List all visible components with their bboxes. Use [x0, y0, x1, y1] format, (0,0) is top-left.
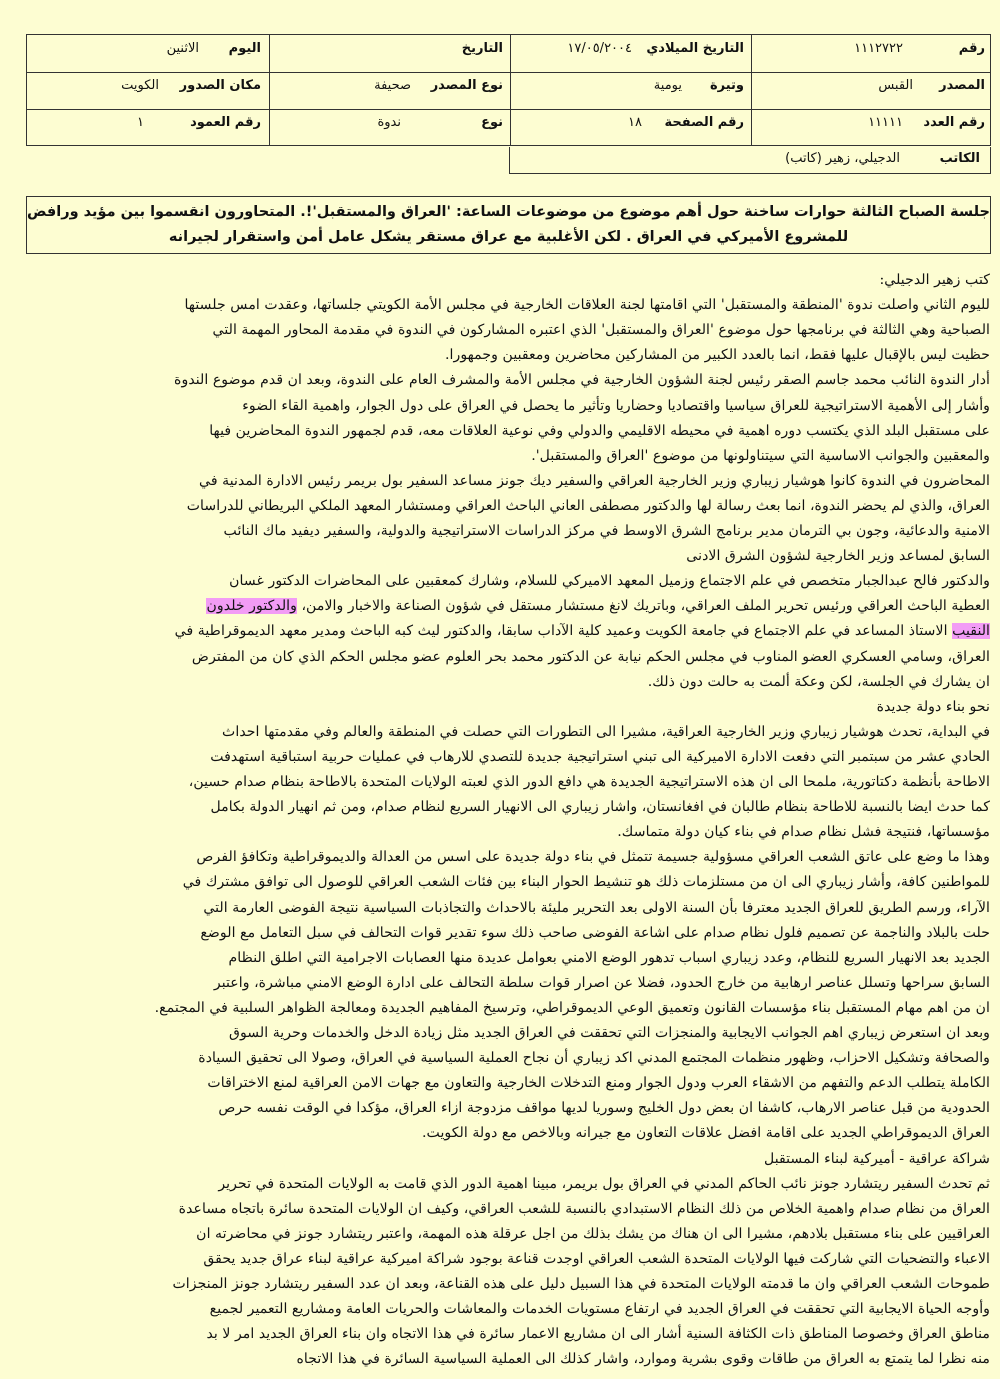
article-line: حلت بالبلاد والناجمة عن تصميم فلول نظام صدام على اشاعة الفوضى صاحب ذلك سوء تقدير قوات التحالف في سبل التعامل مع الوضع	[200, 924, 990, 941]
article-line: الاطاحة بأنظمة دكتاتورية، ملمحا الى ان هذه الاستراتيجية الجديدة هي دافع الدور الذي لعبته الولايات المتحدة بالاطاحة بنظام صدام حسين،	[188, 774, 990, 790]
article-line: الآراء، ورسم الطريق للعراق الجديد معترفا بأن السنة الاولى بعد التحرير مليئة بالاحداث والتجاذبات السياسية نتيجة الفوضى العارمة التي	[203, 899, 990, 916]
article-line: وهذا ما وضع على عاتق الشعب العراقي مسؤولية جسيمة تتمثل في بناء دولة جديدة على اسس من العدالة والديموقراطية وتكافؤ الفرص	[196, 849, 990, 866]
number-label: رقم	[958, 41, 985, 56]
issue-value: ١١١١١	[868, 115, 903, 130]
article-line: مؤسساتها، فنتيجة فشل نظام صدام في بناء كيان دولة متماسك.	[617, 824, 990, 841]
cell-place	[27, 72, 269, 109]
day-value: الاثنين	[166, 41, 199, 56]
article-line: نحو بناء دولة جديدة	[876, 698, 990, 715]
type-label: نوع	[481, 115, 503, 130]
article-line: الكاملة يتطلب الدعم والتفهم من الاشقاء العرب ودول الجوار ومنع التدخلات الخارجية والتعاون مع جهات الامن العراقية لمنع الاختراقات	[207, 1075, 990, 1092]
article-line: السابق لمساعد وزير الخارجية لشؤون الشرق الادنى	[686, 548, 990, 565]
article-line: العراق، والذي لم يحضر الندوة، انما بعث رسالة لها والدكتور مصطفى العاني الباحث العراقي ومستشار المعهد الملكي البريطاني للدراسات	[186, 497, 990, 514]
article-line: المحاضرون في الندوة كانوا هوشيار زيباري وزير الخارجية العراقي والسفير ديك جونز مساعد السفير بول بريمر رئيس الادارة المدنية في	[199, 472, 990, 489]
cell-frequency	[510, 72, 752, 109]
metadata-row-3	[27, 109, 990, 145]
article-line	[0, 598, 990, 614]
gregorian-date-value: ١٧/٠٥/٢٠٠٤	[567, 41, 632, 56]
article-line: للمواطنين كافة، وأشار زيباري الى ان من مستلزمات ذلك هو تنشيط الحوار البناء بين فئات الشعب العراقي للوصول الى توافق مشترك في	[182, 874, 990, 891]
article-line: السابق سراحها وتسلل عناصر ارهابية من خارج الحدود، فضلا عن اصرار قوات سلطة التحالف على ادارة الوضع الامني مباشرة، واعتبر	[213, 974, 990, 991]
article-line: الصباحية وهي الثالثة في برنامجها حول موضوع 'العراق والمستقبل' الذي اعتبره المشاركون في الندوة في مقدمة المحاور المهمة التي	[212, 322, 990, 339]
article-line: العراقيين على بناء مستقبل بلادهم، مشيرا الى ان هناك من يشك بذلك من اجل عرقلة هذه المهمة، واعتبر ريتشارد جونز في محاضرته ان	[196, 1225, 990, 1242]
cell-issue	[751, 109, 993, 145]
article-line: لليوم الثاني واصلت ندوة 'المنطقة والمستقبل' التي اقامتها لجنة العلاقات الخارجية في مجلس الأمة الكويتي جلساتها، وعقدت امس جلستها	[184, 297, 990, 314]
article-line: وأشار إلى الأهمية الاستراتيجية للعراق سياسيا واقتصاديا وحضاريا وتأثير ما يحصل في العراق على دول الجوار، واهمية القاء الضوء	[242, 397, 990, 414]
article-line: في البداية، تحدث هوشيار زيباري وزير الخارجية العراقية، مشيرا الى التطورات التي حصلت في المنطقة والعالم وفي مقدمتها احداث	[222, 723, 990, 740]
source-type-value: صحيفة	[374, 78, 411, 93]
article-line: والمعقبين والجوانب الاساسية التي سيتناولونها من موضوع 'العراق والمستقبل'.	[531, 447, 990, 464]
source-value: القبس	[878, 78, 913, 93]
cell-page	[510, 109, 752, 145]
source-label: المصدر	[939, 78, 985, 93]
cell-source-type	[269, 72, 511, 109]
article-line: طموحات الشعب العراقي وان ما قدمته الولايات المتحدة في هذا السبيل دليل على هذه القناعة، وبعد ان عدد السفير ريتشارد جونز المنجزات	[172, 1276, 990, 1292]
frequency-value: يومية	[653, 78, 682, 93]
article-line: الجديد بعد الانهيار السريع للنظام، وعدد زيباري اسباب تدهور الوضع الامني بعوامل عديدة منها العصابات الاجرامية التي اطلق النظام	[228, 949, 990, 966]
article-line: العراق الديموقراطي الجديد على اقامة افضل علاقات التعاون مع جيرانه وبالاخص مع دولة الكويت.	[422, 1125, 990, 1142]
highlighted-text: والدكتور خلدون	[206, 598, 297, 615]
article-line: العراق من نظام صدام واهمية الخلاص من ذلك النظام الاستبدادي بالنسبة للشعب العراقي، وكيف ان الولايات المتحدة سائرة باتجاه مساعدة	[178, 1200, 990, 1217]
article-body	[0, 264, 1000, 1374]
type-value: ندوة	[377, 115, 401, 130]
article-line: على مستقبل البلد الذي يكتسب دوره اهمية في محيطه الاقليمي والدولي وفي نوعية العلاقات معه، قدم لجمهور الندوة المحاضرين فيها	[209, 422, 990, 439]
article-line: والدكتور فالح عبدالجبار متخصص في علم الاجتماع وزميل المعهد الاميركي للسلام، وشارك كمعقبين على المحاضرات الدكتور غسان	[229, 573, 990, 590]
gregorian-date-label: التاريخ الميلادي	[646, 41, 744, 56]
issue-label: رقم العدد	[923, 115, 985, 130]
source-type-label: نوع المصدر	[430, 78, 503, 93]
day-label: اليوم	[228, 41, 261, 56]
headline-line-2: للمشروع الأميركي في العراق . لكن الأغلبية مع عراق مستقر يشكل عامل أمن واستقرار لجيرانه	[168, 229, 849, 245]
column-label: رقم العمود	[190, 115, 261, 130]
cell-number	[751, 35, 993, 72]
highlighted-text: النقيب	[952, 623, 990, 640]
frequency-label: وتيرة	[709, 78, 744, 93]
article-line: منه نظرا لما يتمتع به العراق من طاقات وقوى بشرية وموارد، واشار كذلك الى العملية السياسية السائرة في هذا الاتجاه	[296, 1351, 990, 1368]
article-line: مناطق العراق وخصوصا المناطق ذات الكثافة السنية أشار الى ان مشاريع الاعمار سائرة في هذا الاتجاه وان بناء العراق الجديد امر لا بد	[206, 1326, 990, 1343]
headline-line-1: جلسة الصباح الثالثة حوارات ساخنة حول أهم موضوع من موضوعات الساعة: 'العراق والمستقبل'!. المتحاورون انقسموا بين مؤيد ورافض	[27, 204, 990, 220]
article-line: الحادي عشر من سبتمبر التي دفعت الادارة الاميركية الى تبني استراتيجية جديدة للتصدي للارهاب في عمليات حربية استباقية استهدفت	[210, 748, 990, 765]
article-line: حظيت ليس بالإقبال عليها فقط، انما بالعدد الكبير من المشاركين محاضرين ومعقبين وجمهورا.	[445, 347, 990, 364]
cell-source	[751, 72, 993, 109]
column-value: ١	[137, 115, 144, 130]
metadata-row-2	[27, 72, 990, 110]
article-line: العراق، وسامي العسكري العضو المناوب في مجلس الحكم نيابة عن الدكتور محمد بحر العلوم عضو مجلس الحكم الذي كان من المفترض	[191, 648, 990, 665]
number-value: ١١١٢٧٢٢	[854, 41, 903, 56]
cell-date	[269, 35, 511, 72]
place-label: مكان الصدور	[179, 78, 261, 93]
article-line: كما حدث ايضا بالنسبة للاطاحة بنظام طالبان في افغانستان، واشار زيباري الى الانهيار السريع لنظام صدام، ومن ثم انهيار الدولة بكامل	[210, 799, 990, 816]
date-label: التاريخ	[461, 41, 503, 56]
headline-box	[26, 196, 991, 254]
article-line: الامنية والدعائية، وجون بي الترمان مدير برنامج الشرق الاوسط في مركز الدراسات الاستراتيجية والدولية، والسفير ديفيد ماك النائب	[223, 523, 990, 539]
article-line-text: الاستاذ المساعد في علم الاجتماع في جامعة الكويت وعميد كلية الآداب سابقا، والدكتور ليث كبه الباحث ومدير معهد الديموقراطية في	[174, 623, 953, 640]
place-value: الكويت	[121, 78, 159, 93]
article-line: والصحافة وتشكيل الاحزاب، وظهور منظمات المجتمع المدني اكد زيباري أن نجاح العملية السياسية في العراق، وصولا الى تحقيق السيادة	[198, 1050, 990, 1067]
page-label: رقم الصفحة	[664, 115, 744, 130]
article-line: الحدودية من قبل عناصر الارهاب، كاشفا ان بعض دول الخليج وسوريا لديها مواقف مزدوجة ازاء العراق، مؤكدا في الوقت نفسه حرص	[218, 1100, 990, 1117]
article-line	[0, 623, 990, 639]
author-box	[509, 147, 991, 174]
article-line: ثم تحدث السفير ريتشارد جونز نائب الحاكم المدني في العراق بول بريمر، مبينا اهمية الدور الذي قامت به الولايات المتحدة في تحرير	[218, 1175, 990, 1192]
cell-column	[27, 109, 269, 145]
author-value: الدجيلي، زهير (كاتب)	[785, 151, 900, 166]
article-line: كتب زهير الدجيلي:	[879, 272, 990, 288]
article-line: ان من اهم مهام المستقبل بناء مؤسسات القانون وتعميق الوعي الديموقراطي، وترسيخ المفاهيم الجديدة ومعالجة الظواهر السلبية في المجتمع.	[154, 999, 990, 1016]
metadata-row-1	[27, 35, 990, 73]
article-line: ان يشارك في الجلسة، لكن وعكة ألمت به حالت دون ذلك.	[647, 673, 990, 690]
article-line-text: العطية الباحث العراقي ورئيس تحرير الملف العراقي، وباتريك لانغ مستشار مستقل في شؤون الصناعة والاخبار والامن،	[296, 598, 990, 615]
article-line: شراكة عراقية - أميركية لبناء المستقبل	[763, 1150, 990, 1167]
article-line: وبعد ان استعرض زيباري اهم الجوانب الايجابية والمنجزات التي تحققت في العراق الجديد مثل زيادة الدخل والخدمات وحرية السوق	[228, 1025, 990, 1041]
author-label: الكاتب	[939, 151, 980, 166]
article-line: وأوجه الحياة الايجابية التي تحققت في العراق الجديد في ارتفاع مستويات الخدمات والمعاشات والحريات العامة ومشاريع التعمير لجميع	[209, 1301, 990, 1318]
cell-type	[269, 109, 511, 145]
page-value: ١٨	[628, 115, 642, 130]
article-line: الاعباء والتضحيات التي شاركت فيها الولايات المتحدة الشعب العراقي اوجدت قناعة بوجود شراكة اميركية عراقية لبناء عراق جديد يحقق	[203, 1250, 990, 1267]
cell-gregorian-date	[510, 35, 752, 72]
metadata-table	[26, 34, 991, 146]
cell-day	[27, 35, 269, 72]
article-line: أدار الندوة النائب محمد جاسم الصقر رئيس لجنة الشؤون الخارجية في مجلس الأمة والمشرف العام على الندوة، وبعد ان قدم موضوع الندوة	[174, 372, 990, 389]
